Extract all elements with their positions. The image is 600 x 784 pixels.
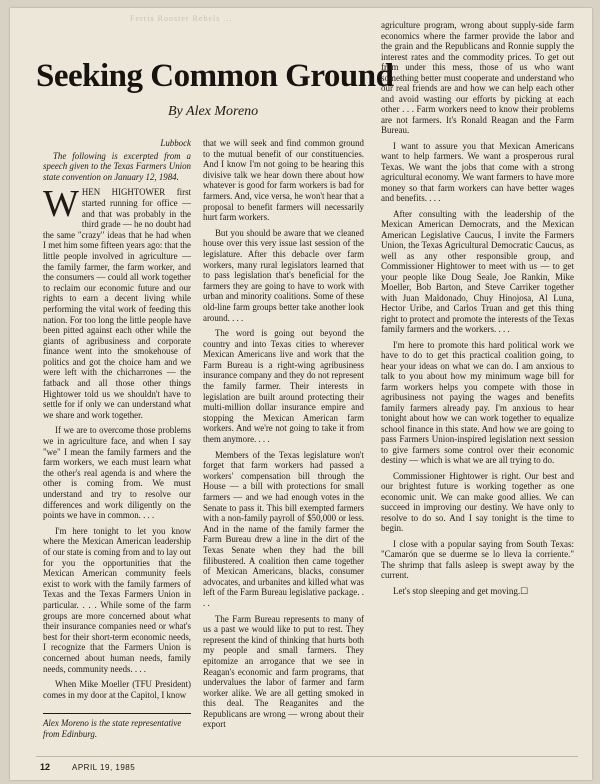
column-1 (43, 138, 191, 705)
paragraph: that we will seek and find common ground to the mutual benefit of our constituencies. And I know I'm not going to be hearing this divisive talk we hear down there about how whatever is good for farm workers is bad for farmers. And, vice versa, he won't hear that a proposal to benefit farmers will necessarily hurt farm workers. (203, 138, 364, 223)
paragraph: The Farm Bureau represents to many of us a past we would like to put to rest. They represent the kind of thinking that hurts both my people and small farmers. They epitomize an arrogance that we see in Reagan's economic and farm programs, that undervalues the labor of farmer and farm worker alike. We are all getting smoked in this deal. The Reaganites and the Republicans are wrong — wrong about their export (203, 613, 364, 730)
intro-note: The following is excerpted from a speech given to the Texas Farmers Union state convention on January 12, 1984. (43, 150, 191, 182)
paragraph: The word is going out beyond the country and into Texas cities to wherever Mexican Americans live and work that the Farm Bureau is a right-wing agribusiness insurance company and they do not represent the family farmer. Their interests in legislation are built around protecting their multi-million dollar insurance empire and stopping the Mexican American farm workers. And we're not going to take it from them anymore. . . . (203, 328, 364, 445)
paragraph: I close with a popular saying from South Texas: "Camarón que se duerme se lo lleva la corriente." The shrimp that falls asleep is swept away by the current. (381, 538, 574, 580)
column-3 (381, 20, 574, 601)
paragraph: I want to assure you that Mexican Americans want to help farmers. We want a prosperous rural Texas. We want the jobs that come with a strong agricultural economy. We want farmers to have more money so that farm workers can have better wages and benefits. . . . (381, 140, 574, 203)
paragraph: I'm here to promote this hard political work we have to do to get this practical coalition going, to hear your ideas on what we can do. I am anxious to talk to you about how my minimum wage bill for farm workers helps you compete with those in agribusiness not paying the wages and benefits family farmers already pay. I'm anxious to hear tonight about how we can work together to equalize school finance in this state. And how we are going to pass Farmers Union-inspired legislation next session to give farmers some control over their economic destiny — which is what we are all trying to do. (381, 339, 574, 465)
issue-date: APRIL 19, 1985 (72, 763, 136, 772)
article-title: Seeking Common Ground (36, 58, 394, 94)
drop-cap: W (43, 183, 79, 226)
paragraph-text: HEN HIGHTOWER first started running for office — and that was probably in the third grade — he no doubt had the same "crazy" ideas that he had when I met him some fifteen years ago: that the little people involved in agriculture — the family farmer, the farm worker, and the consumers — could all work together to reclaim our economic future and our rights to earn a decent living while performing the vital work of feeding this nation. For too long the little people have been pitted against each other while the giants of agribusiness and corporate finance went into the smokehouse of politics and got the choice ham and we were left with the chicharrones — the fatback and all those other things Hightower told us we shouldn't have to settle for if only we can understand what we share and work together. (43, 187, 191, 420)
magazine-page (10, 8, 592, 780)
author-bio: Alex Moreno is the state representative from Edinburg. (43, 718, 182, 739)
footer-divider (36, 756, 578, 757)
paragraph: When Mike Moeller (TFU President) comes in my door at the Capitol, I know (43, 679, 191, 700)
bleed-through-header: Ferris Rooster Rebels ... (130, 14, 233, 23)
paragraph: If we are to overcome those problems we in agriculture face, and when I say "we" I mean the family farmers and the farm workers, we each must learn what the other's real agenda is and where the other is coming from. We must understand and try to resolve our differences and work diligently on the points we have in common. . . . (43, 425, 191, 521)
paragraph: Let's stop sleeping and get moving.☐ (393, 585, 529, 596)
paragraph: After consulting with the leadership of the Mexican American Democrats, and the Mexican American Legislative Caucus, I invite the Farmers Union, the Texas Agricultural Democratic Caucus, as well as any other responsible group, and Commissioner Hightower to meet with us — to get your people like Doug Seale, Joe Rankin, Mike Moeller, Bob Barton, and Steve Carriker together with Juan Maldonado, Chuy Hinojosa, Al Luna, Hector Uribe, and Carlos Truan and get this thing right to protect and promote the interests of the Texas family farmers and the workers. . . . (381, 208, 574, 334)
paragraph: agriculture program, wrong about supply-side farm economics where the farmer provide the labor and the grain and the Republicans and Ronnie supply the interest rates and the commodity prices. To get out from under this mess, those of us who want something better must cooperate and understand who our real friends are and how we can help each other and avoid wasting our efforts by picking at each other . . . Farm workers need to know their problems are not farmers. It's Ronald Reagan and the Farm Bureau. (381, 20, 574, 135)
paragraph: Commissioner Hightower is right. Our best and our brightest future is working together as one economic unit. We can make good allies. We can succeed in improving our destiny. We have only to resolve to do so. And I say tonight is the time to begin. (381, 470, 574, 533)
paragraph: Members of the Texas legislature won't forget that farm workers had passed a workers' compensation bill through the House — a bill with protections for small farmers — and we had enough votes in the Senate to pass it. This bill exempted farmers with a non-family payroll of $50,000 or less. And in the name of the family farmer the Farm Bureau drew a line in the dirt of the Texas Senate when they had the bill filibustered. A coalition then came together of Mexican Americans, blacks, consumer advocates, and urbanites and killed what was left of the Farm Bureau legislative package. . . . (203, 449, 364, 608)
dateline: Lubbock (160, 138, 191, 148)
paragraph: I'm here tonight to let you know where the Mexican American leadership of our state is coming from and to lay out for you the opportunities that the Mexican American community feels exist to work with the family farmers of Texas and the Texas Farmers Union in particular. . . . While some of the farm groups are more concerned about what their insurance companies need or what's best for their short-term economic needs, I recognize that the Farmers Union is concerned about human needs, family needs, community needs. . . . (43, 525, 191, 674)
page-number: 12 (40, 762, 51, 772)
bio-divider (43, 713, 191, 714)
paragraph: But you should be aware that we cleaned house over this very issue last session of the legislature. After this debacle over farm workers, many rural legislators learned that to pass legislation that's beneficial for the farmers they are going to have to work with urban and minority coalitions. Some of these old-line farm groups better take another look around. . . . (203, 227, 364, 323)
paragraph (43, 183, 191, 420)
column-2 (203, 138, 364, 735)
article-byline: By Alex Moreno (168, 104, 259, 119)
page-footer (10, 756, 592, 778)
